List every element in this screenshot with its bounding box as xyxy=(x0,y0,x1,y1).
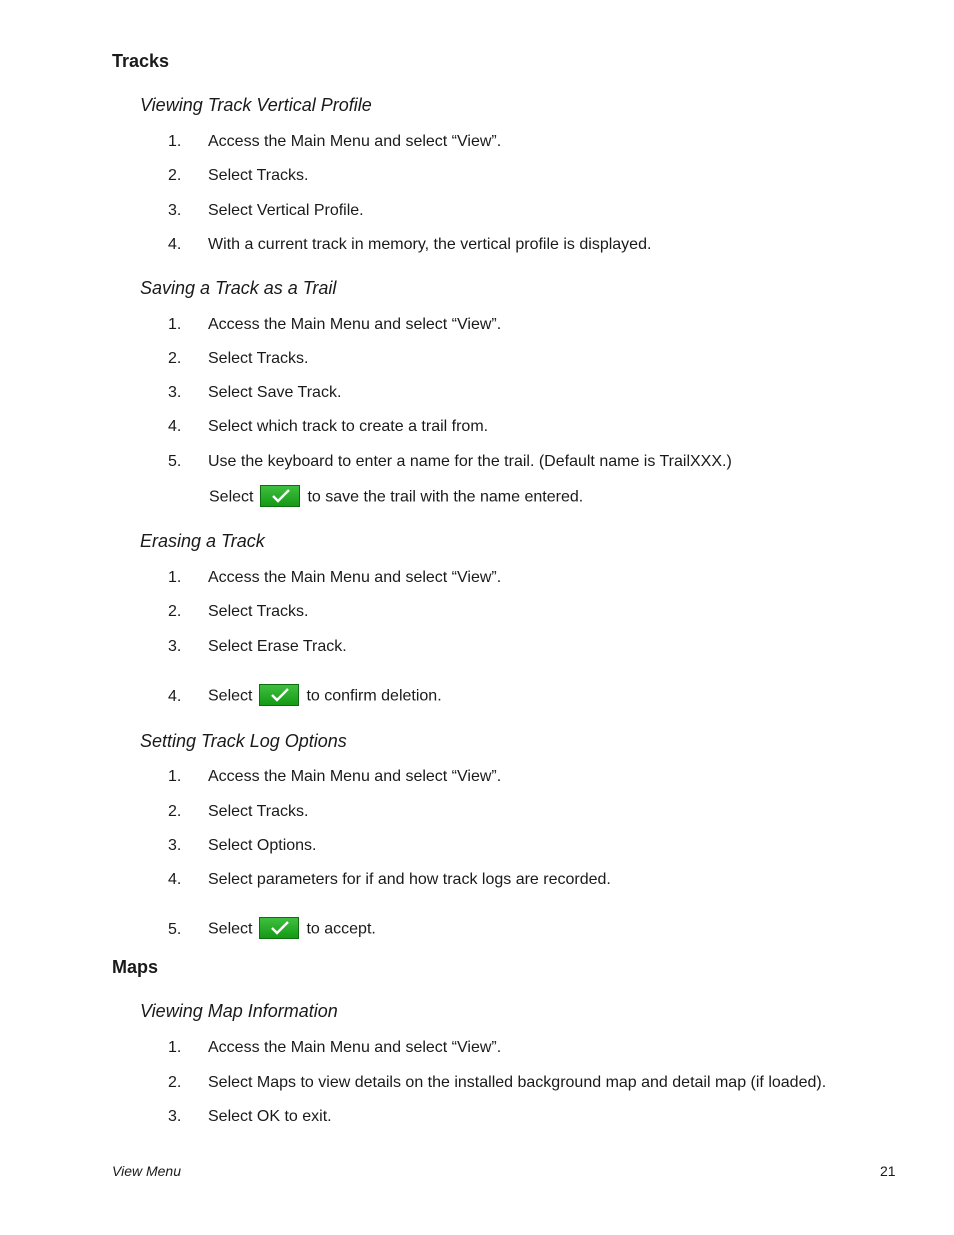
list-number: 3. xyxy=(168,638,182,655)
list-number: 5. xyxy=(168,453,182,470)
list-item xyxy=(168,1108,332,1126)
list-continuation xyxy=(209,488,583,507)
list-number: 4. xyxy=(168,687,182,705)
list-number: 5. xyxy=(168,920,182,938)
continuation-text-after: to save the trail with the name entered. xyxy=(307,488,584,506)
list-item xyxy=(168,133,501,151)
list-item xyxy=(168,453,732,471)
list-text: Select Save Track. xyxy=(208,384,342,401)
list-text: Select Tracks. xyxy=(208,603,309,620)
list-number: 2. xyxy=(168,803,182,820)
list-number: 3. xyxy=(168,1108,182,1125)
list-number: 2. xyxy=(168,350,182,367)
list-text: Select Maps to view details on the installed background map and detail map (if loaded). xyxy=(208,1074,827,1091)
list-item xyxy=(168,569,501,587)
list-text: Select OK to exit. xyxy=(208,1108,332,1125)
list-item xyxy=(168,202,364,220)
list-text: Access the Main Menu and select “View”. xyxy=(208,1039,502,1056)
list-number: 3. xyxy=(168,837,182,854)
list-number: 3. xyxy=(168,202,182,219)
heading-tracks: Tracks xyxy=(112,51,170,71)
list-text: Use the keyboard to enter a name for the trail. (Default name is TrailXXX.) xyxy=(208,453,732,470)
list-number: 1. xyxy=(168,133,182,150)
list-number: 4. xyxy=(168,871,182,888)
list-item xyxy=(168,837,317,855)
list-text: Access the Main Menu and select “View”. xyxy=(208,133,502,150)
footer-section-name: View Menu xyxy=(112,1163,182,1179)
list-text: Access the Main Menu and select “View”. xyxy=(208,316,502,333)
list-text: Select Erase Track. xyxy=(208,638,347,655)
checkmark-icon xyxy=(260,485,300,507)
list-number: 2. xyxy=(168,603,182,620)
list-item xyxy=(168,920,376,939)
checkmark-icon xyxy=(259,917,299,939)
list-item xyxy=(168,350,308,368)
subheading-viewing-track-vertical-profile: Viewing Track Vertical Profile xyxy=(140,95,372,115)
page-number: 21 xyxy=(880,1163,896,1179)
list-text: With a current track in memory, the vertical profile is displayed. xyxy=(208,236,652,253)
list-text: Select parameters for if and how track logs are recorded. xyxy=(208,871,611,888)
list-number: 3. xyxy=(168,384,182,401)
list-number: 4. xyxy=(168,236,182,253)
subheading-erasing-track: Erasing a Track xyxy=(140,531,265,551)
list-item xyxy=(168,316,501,334)
list-text: Select Tracks. xyxy=(208,350,309,367)
list-text-before: Select xyxy=(208,920,253,938)
list-item xyxy=(168,384,341,402)
list-text: Access the Main Menu and select “View”. xyxy=(208,569,502,586)
list-text-before: Select xyxy=(208,687,253,705)
list-number: 1. xyxy=(168,569,182,586)
continuation-text-before: Select xyxy=(209,488,254,506)
list-item xyxy=(168,768,501,786)
heading-maps: Maps xyxy=(112,957,159,977)
subheading-viewing-map-information: Viewing Map Information xyxy=(140,1001,338,1021)
list-item xyxy=(168,1074,826,1092)
list-text-after: to accept. xyxy=(306,920,376,938)
list-text: Select which track to create a trail from. xyxy=(208,418,489,435)
list-item xyxy=(168,167,308,185)
list-text: Select Tracks. xyxy=(208,167,309,184)
list-number: 2. xyxy=(168,1074,182,1091)
list-item xyxy=(168,803,308,821)
list-number: 2. xyxy=(168,167,182,184)
list-text: Select Tracks. xyxy=(208,803,309,820)
list-item xyxy=(168,603,308,621)
list-number: 1. xyxy=(168,316,182,333)
list-item xyxy=(168,1039,501,1057)
list-text: Select Options. xyxy=(208,837,317,854)
list-item xyxy=(168,871,611,889)
list-number: 1. xyxy=(168,1039,182,1056)
list-item xyxy=(168,638,347,656)
subheading-setting-track-log-options: Setting Track Log Options xyxy=(140,731,347,751)
list-item xyxy=(168,418,488,436)
list-text: Access the Main Menu and select “View”. xyxy=(208,768,502,785)
list-number: 1. xyxy=(168,768,182,785)
list-item xyxy=(168,687,442,706)
list-number: 4. xyxy=(168,418,182,435)
list-text: Select Vertical Profile. xyxy=(208,202,364,219)
checkmark-icon xyxy=(259,684,299,706)
list-text-after: to confirm deletion. xyxy=(306,687,442,705)
subheading-saving-track-as-trail: Saving a Track as a Trail xyxy=(140,278,337,298)
list-item xyxy=(168,236,651,254)
